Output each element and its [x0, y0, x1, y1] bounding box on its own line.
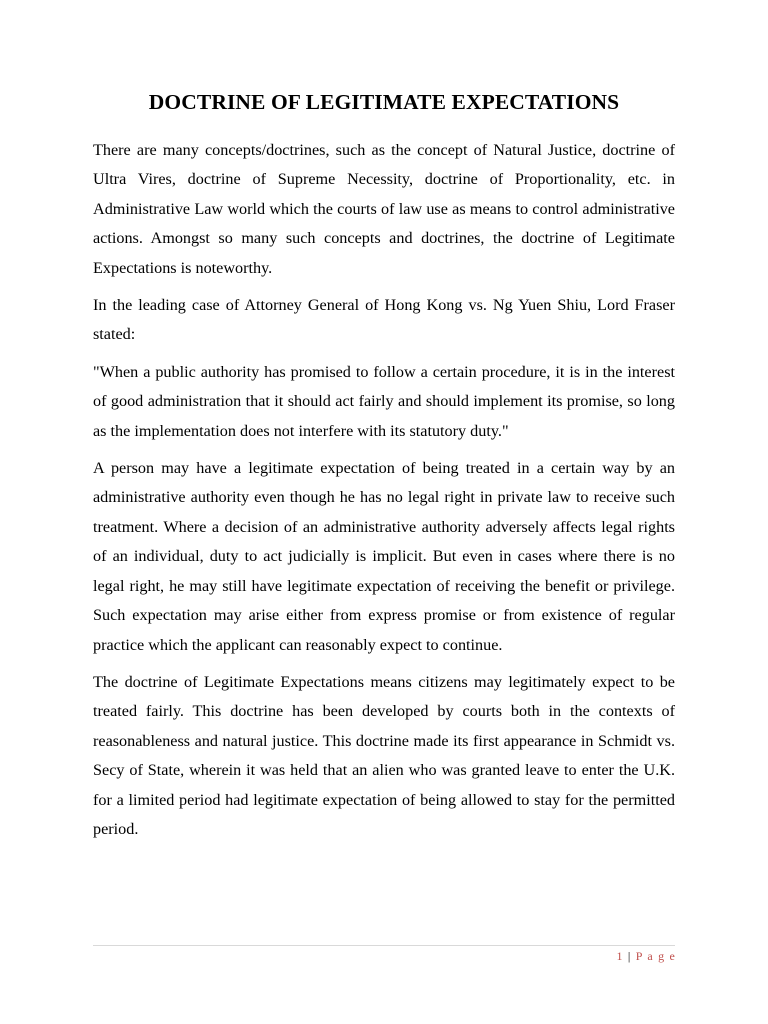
document-body — [93, 136, 675, 852]
page-footer — [617, 947, 677, 965]
paragraph-leading-case: In the leading case of Attorney General of Hong Kong vs. Ng Yuen Shiu, Lord Fraser stated: — [93, 296, 675, 344]
page-label: P a g e — [635, 949, 676, 963]
paragraph-intro: There are many concepts/doctrines, such as the concept of Natural Justice, doctrine of Ultra Vires, doctrine of Supreme Necessity, doctrine of Proportionality, etc. in Administrative Law world which the courts of law use as means to control administrative actions. Amongst so many such concepts and doctrines, the doctrine of Legitimate Expectations is noteworthy. — [93, 141, 675, 277]
paragraph-doctrine-meaning: The doctrine of Legitimate Expectations means citizens may legitimately expect to be treated fairly. This doctrine has been developed by courts both in the contexts of reasonableness and natural justice. This doctrine made its first appearance in Schmidt vs. Secy of State, wherein it was held that an alien who was granted leave to enter the U.K. for a limited period had legitimate expectation of being allowed to stay for the permitted period. — [93, 672, 675, 838]
page-number: 1 — [616, 949, 624, 963]
paragraph-legitimate-expectation: A person may have a legitimate expectation of being treated in a certain way by an administrative authority even though he has no legal right in private law to receive such treatment. Where a decision of an administrative authority adversely affects legal rights of an individual, duty to act judicially is implicit. But even in cases where there is no legal right, he may still have legitimate expectation of receiving the benefit or privilege. Such expectation may arise either from express promise or from existence of regular practice which the applicant can reasonably expect to continue. — [93, 459, 675, 654]
footer-divider — [93, 945, 675, 946]
document-title: DOCTRINE OF LEGITIMATE EXPECTATIONS — [148, 90, 620, 114]
paragraph-quotation: "When a public authority has promised to follow a certain procedure, it is in the interest of good administration that it should act fairly and should implement its promise, so long as the implementation does not interfere with its statutory duty." — [93, 362, 675, 440]
footer-separator: | — [627, 949, 632, 963]
